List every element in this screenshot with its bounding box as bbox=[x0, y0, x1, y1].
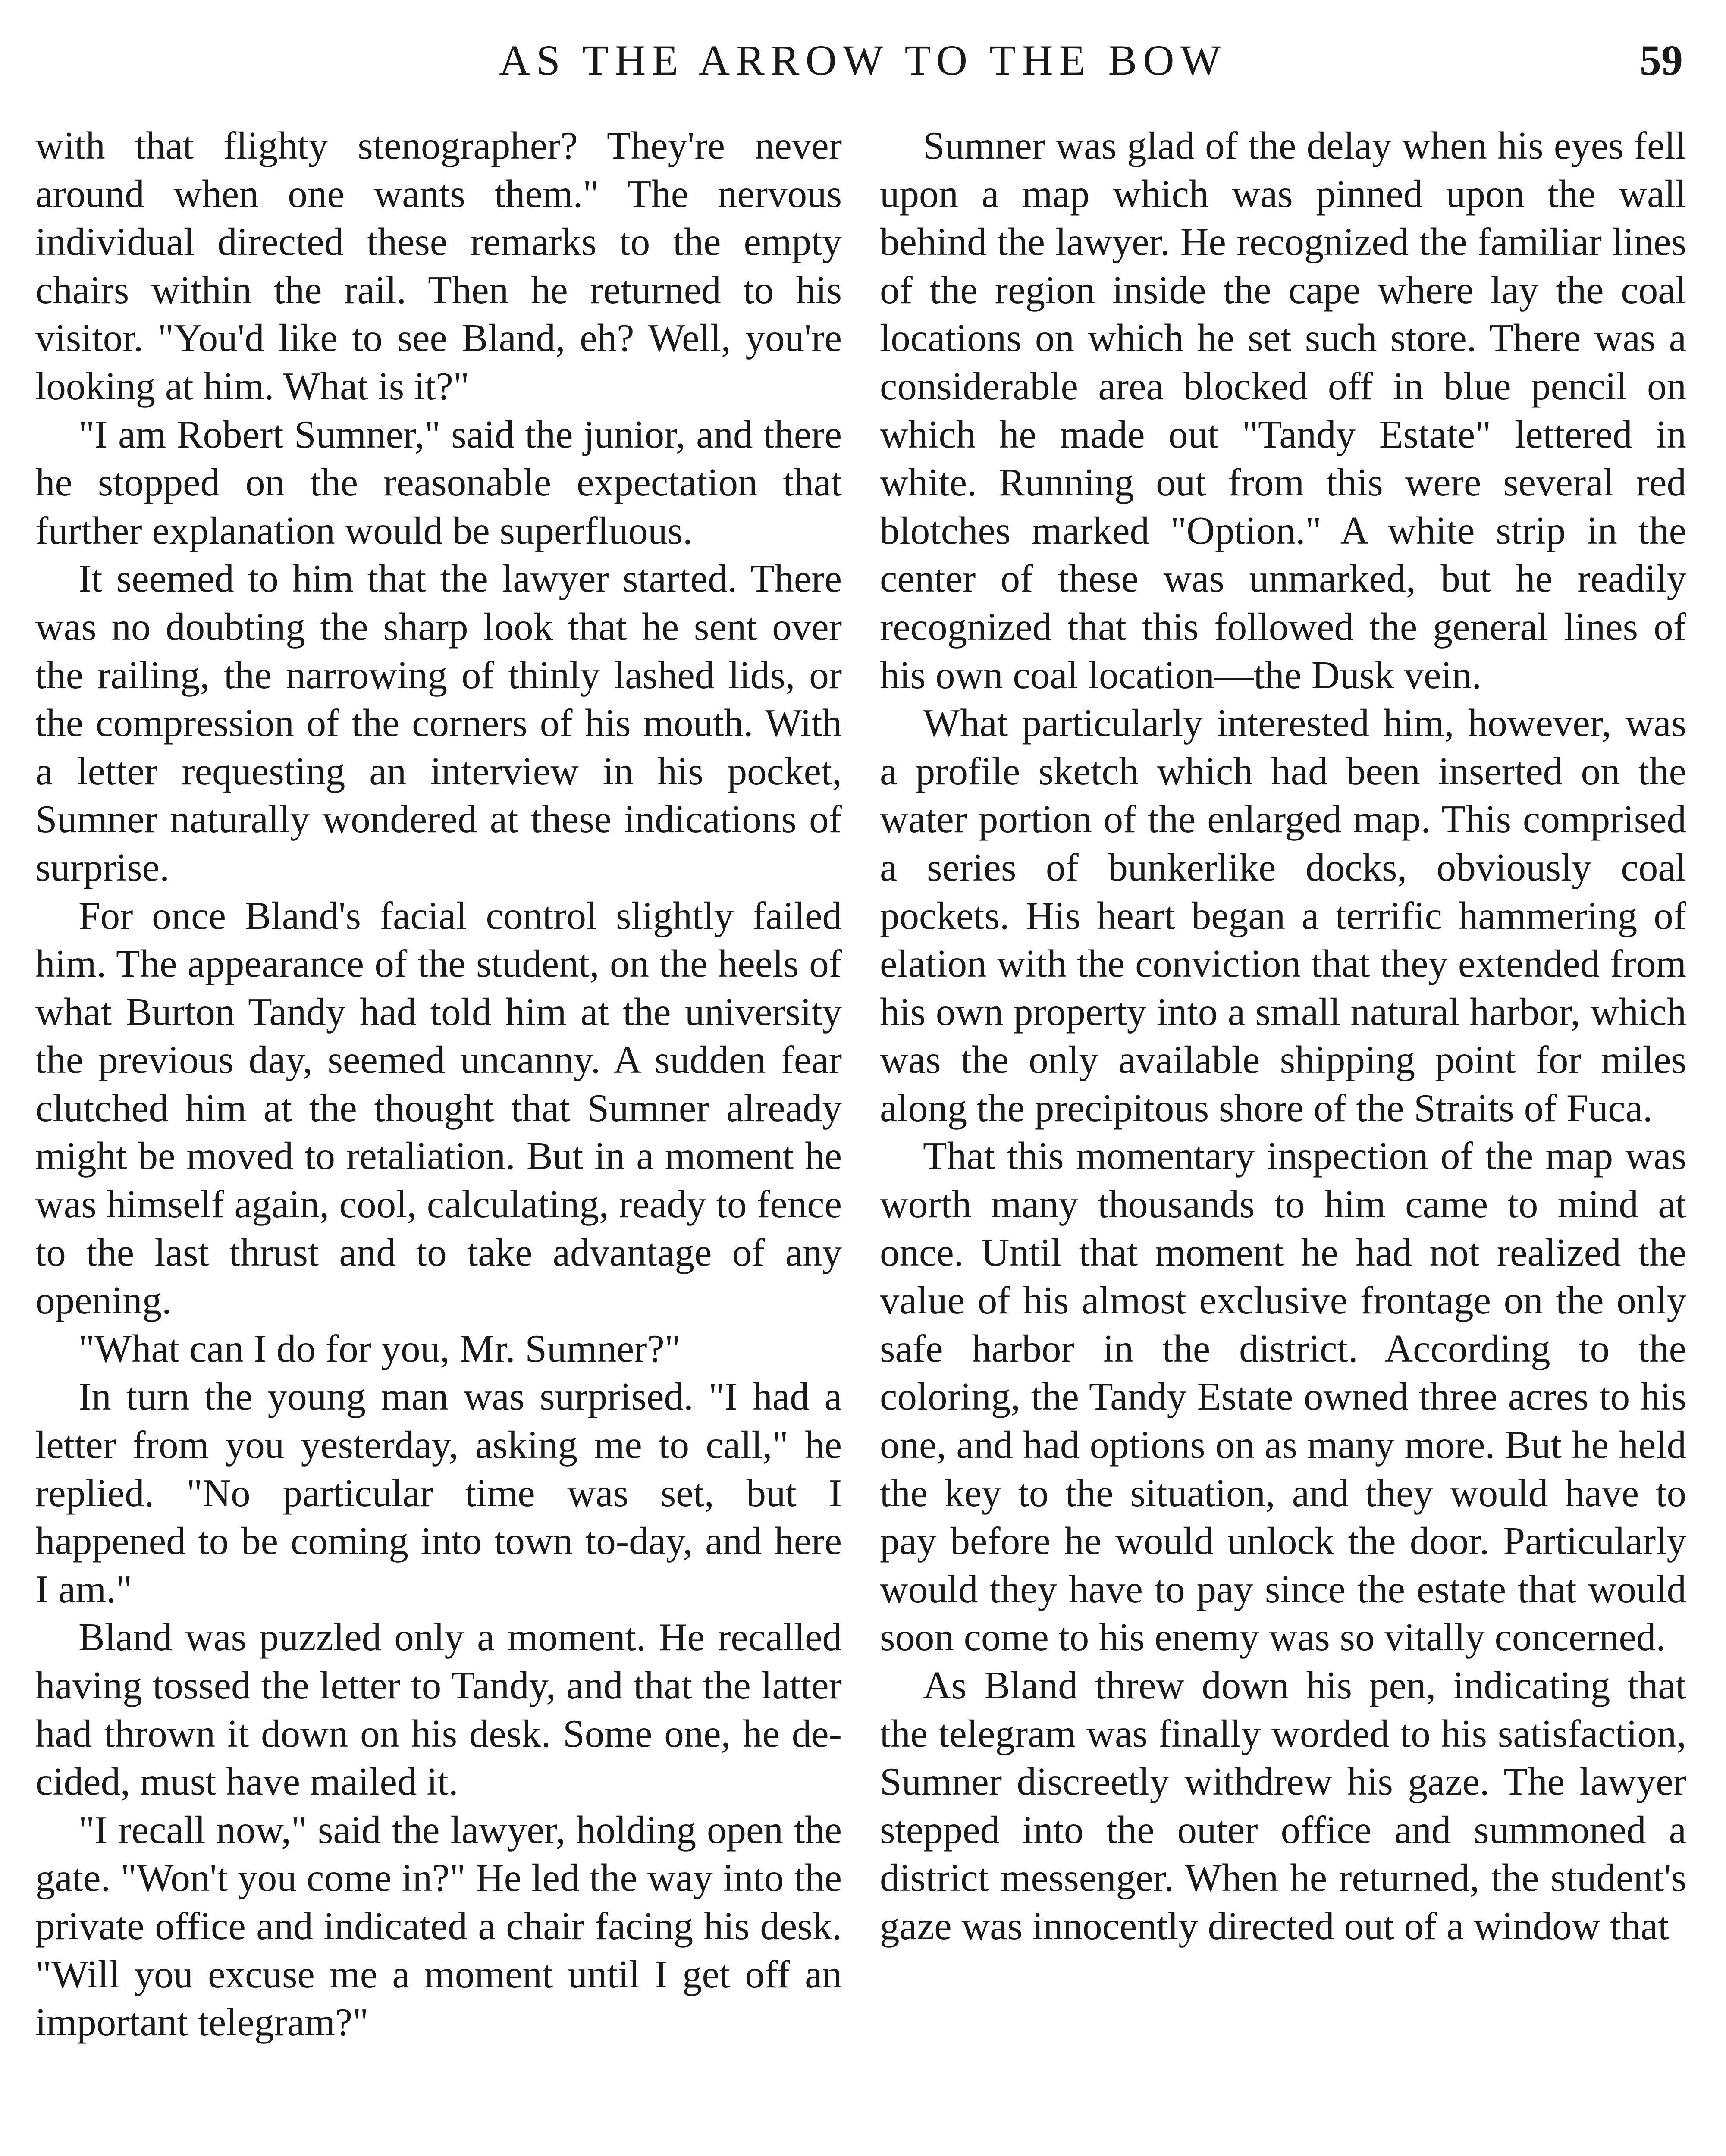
paragraph: "I recall now," said the lawyer, holding open the gate. "Won't you come in?" He led the way into the private office and indicated a chair facing his desk. "Will you excuse me a moment until I get off an important telegram?" bbox=[35, 1808, 842, 2044]
paragraph: For once Bland's facial control slightly failed him. The appearance of the student, on the heels of what Burton Tandy had told him at the university the previous day, seemed uncanny. A sudden fear clutched him at the thought that Sumner already might be moved to retaliation. But in a moment he was himself again, cool, calculating, ready to fence to the last thrust and to take advantage of any opening. bbox=[35, 893, 842, 1322]
paragraph: That this momentary inspection of the map was worth many thousands to him came to mind at once. Until that moment he had not realized the value of his almost exclusive frontage on the only safe harbor in the district. According to the coloring, the Tandy Estate owned three acres to his one, and had options on as many more. But he held the key to the situation, and they would have to pay before he would unlock the door. Particularly would they have to pay since the estate that would soon come to his enemy was so vitally concerned. bbox=[880, 1134, 1686, 1659]
page-header bbox=[0, 30, 1726, 91]
running-title: AS THE ARROW TO THE BOW bbox=[499, 36, 1227, 84]
paragraph: Bland was puzzled only a moment. He recalled having tossed the letter to Tandy, and that the latter had thrown it down on his desk. Some one, he decided, must have mailed it. bbox=[35, 1615, 842, 1804]
right-column bbox=[880, 122, 1686, 1950]
paragraph: As Bland threw down his pen, indicating that the telegram was finally worded to his satisfaction, Sumner discreetly withdrew his gaze. The lawyer stepped into the outer office and summoned a district messenger. When he returned, the student's gaze was innocently directed out of a window that bbox=[880, 1664, 1686, 1948]
paragraph: "What can I do for you, Mr. Sumner?" bbox=[78, 1326, 681, 1370]
paragraph: Sumner was glad of the delay when his eyes fell upon a map which was pinned upon the wall behind the lawyer. He recognized the familiar lines of the region inside the cape where lay the coal locations on which he set such store. There was a considerable area blocked off in blue pencil on which he made out "Tandy Estate" lettered in white. Running out from this were several red blotches marked "Option." A white strip in the center of these was unmarked, but he readily recognized that this followed the general lines of his own coal location—the Dusk vein. bbox=[880, 124, 1686, 697]
left-column bbox=[35, 122, 842, 2046]
paragraph: "I am Robert Sumner," said the junior, and there he stopped on the reasonable expectation that further explanation would be superfluous. bbox=[35, 412, 842, 552]
paragraph: What particularly interested him, however, was a profile sketch which had been inserted on the water portion of the enlarged map. This comprised a series of bunkerlike docks, obviously coal pockets. His heart began a terrific hammering of elation with the conviction that they extended from his own property into a small natural harbor, which was the only available shipping point for miles along the precipitous shore of the Straits of Fuca. bbox=[880, 701, 1686, 1130]
paragraph: It seemed to him that the lawyer started. There was no doubting the sharp look that he sent over the railing, the narrowing of thinly lashed lids, or the compression of the corners of his mouth. With a letter requesting an interview in his pocket, Sumner naturally wondered at these indications of surprise. bbox=[35, 557, 842, 889]
paragraph: In turn the young man was surprised. "I had a letter from you yesterday, asking me to call," he replied. "No particular time was set, but I happened to be coming into town to-day, and here I am." bbox=[35, 1375, 842, 1611]
page-number: 59 bbox=[1640, 36, 1683, 84]
paragraph: with that flighty stenographer? They're never around when one wants them." The nervous individual directed these remarks to the empty chairs within the rail. Then he returned to his visitor. "You'd like to see Bland, eh? Well, you're looking at him. What is it?" bbox=[35, 124, 842, 408]
